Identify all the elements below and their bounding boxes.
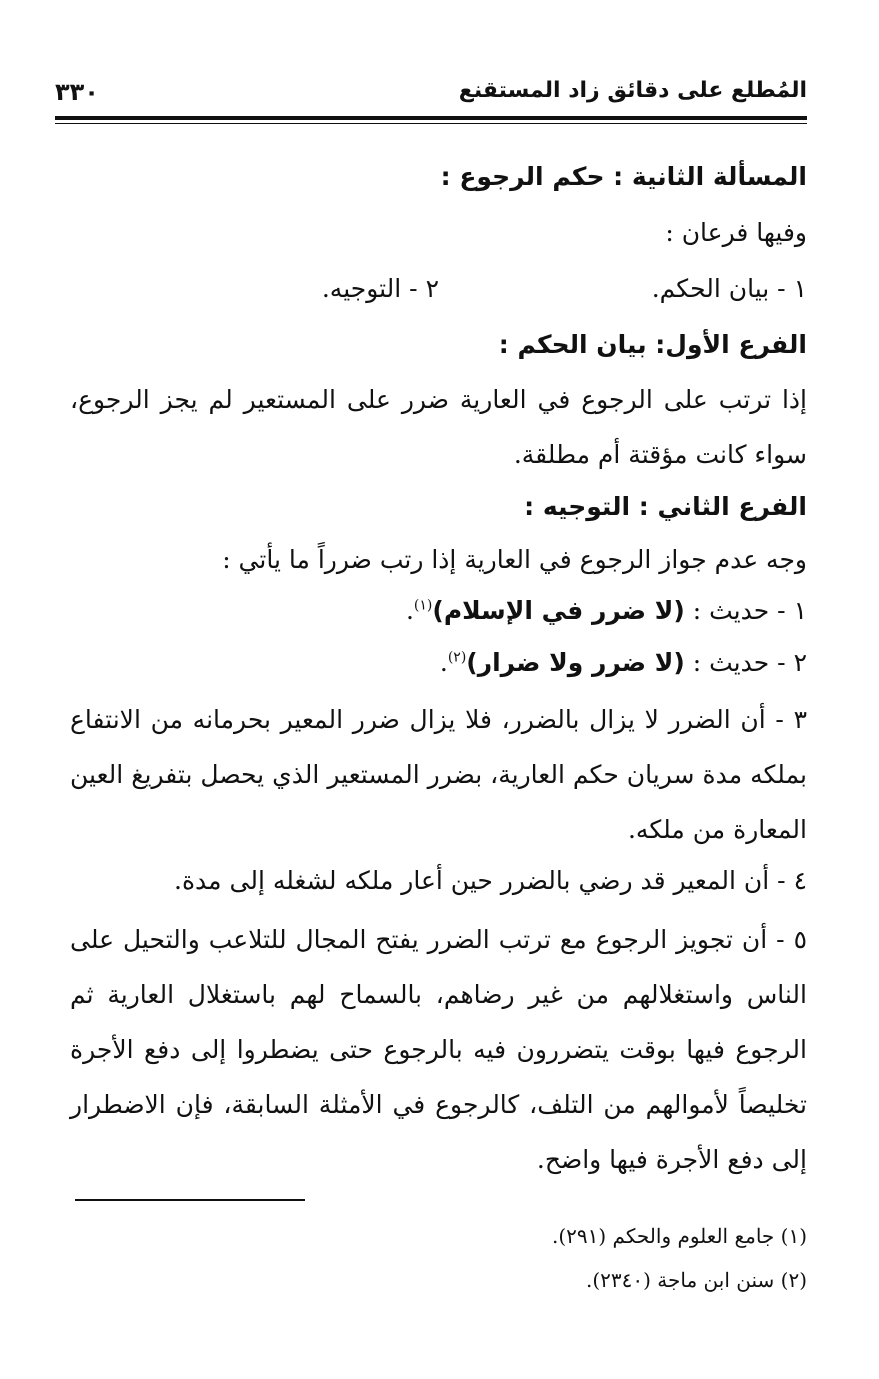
header-rule-thin [55, 123, 807, 124]
point-3-paragraph: ٣ - أن الضرر لا يزال بالضرر، فلا يزال ضرر المعير بحرمانه من الانتفاع بملكه مدة سريان حكم العارية، بضرر المستعير الذي يحصل بتفريغ العين المعارة من ملكه. [70, 705, 807, 844]
footnote-1: (١) جامع العلوم والحكم (٢٩١). [551, 1224, 807, 1248]
intro-text: وفيها فرعان : [665, 218, 807, 247]
footnote-separator [75, 1199, 305, 1201]
point-1: ١ - حديث : (لا ضرر في الإسلام)$^{(١)}$. [405, 596, 807, 625]
point-5-paragraph: ٥ - أن تجويز الرجوع مع ترتب الضرر يفتح المجال للتلاعب والتحيل على الناس واستغلالهم من غير رضاهم، بالسماح لهم باستغلال العارية ثم الرجوع فيها بوقت يتضررون فيه بالرجوع حتى يضطروا إلى دفع الأجرة تخليصاً لأموالهم من التلف، كالرجوع في الأمثلة السابقة، فإن الاضطرار إلى دفع الأجرة فيها واضح. [70, 925, 807, 1174]
point-4: ٤ - أن المعير قد رضي بالضرر حين أعار ملكه لشغله إلى مدة. [174, 866, 807, 895]
page-number: ٣٣٠ [55, 78, 99, 106]
footnote-2: (٢) سنن ابن ماجة (٢٣٤٠). [586, 1268, 807, 1292]
point-2-prefix: ٢ - حديث : [684, 648, 807, 677]
hadith-quote-1: (لا ضرر في الإسلام) [432, 596, 685, 625]
branch-list-item-2: ٢ - التوجيه. [321, 274, 439, 303]
point-1-prefix: ١ - حديث : [684, 596, 807, 625]
branch1-paragraph: إذا ترتب على الرجوع في العارية ضرر على المستعير لم يجز الرجوع، سواء كانت مؤقتة أم مطلقة. [70, 385, 807, 469]
running-title: المُطلع على دقائق زاد المستقنع [458, 78, 807, 103]
branch-list-item-1: ١ - بيان الحكم. [651, 274, 807, 303]
branch2-intro: وجه عدم جواز الرجوع في العارية إذا رتب ضرراً ما يأتي : [222, 545, 807, 574]
issue-heading: المسألة الثانية : حكم الرجوع : [440, 162, 807, 191]
page-header [55, 78, 807, 108]
footnote-ref-2: (٢) [447, 649, 467, 666]
branch1-heading: الفرع الأول: بيان الحكم : [498, 330, 807, 359]
branch2-heading: الفرع الثاني : التوجيه : [524, 492, 807, 521]
point-2: ٢ - حديث : (لا ضرر ولا ضرار)$^{(٢)}$. [439, 648, 807, 677]
footnote-ref-1: (١) [413, 597, 433, 614]
header-rule-thick [55, 116, 807, 120]
hadith-quote-2: (لا ضرر ولا ضرار) [466, 648, 685, 677]
